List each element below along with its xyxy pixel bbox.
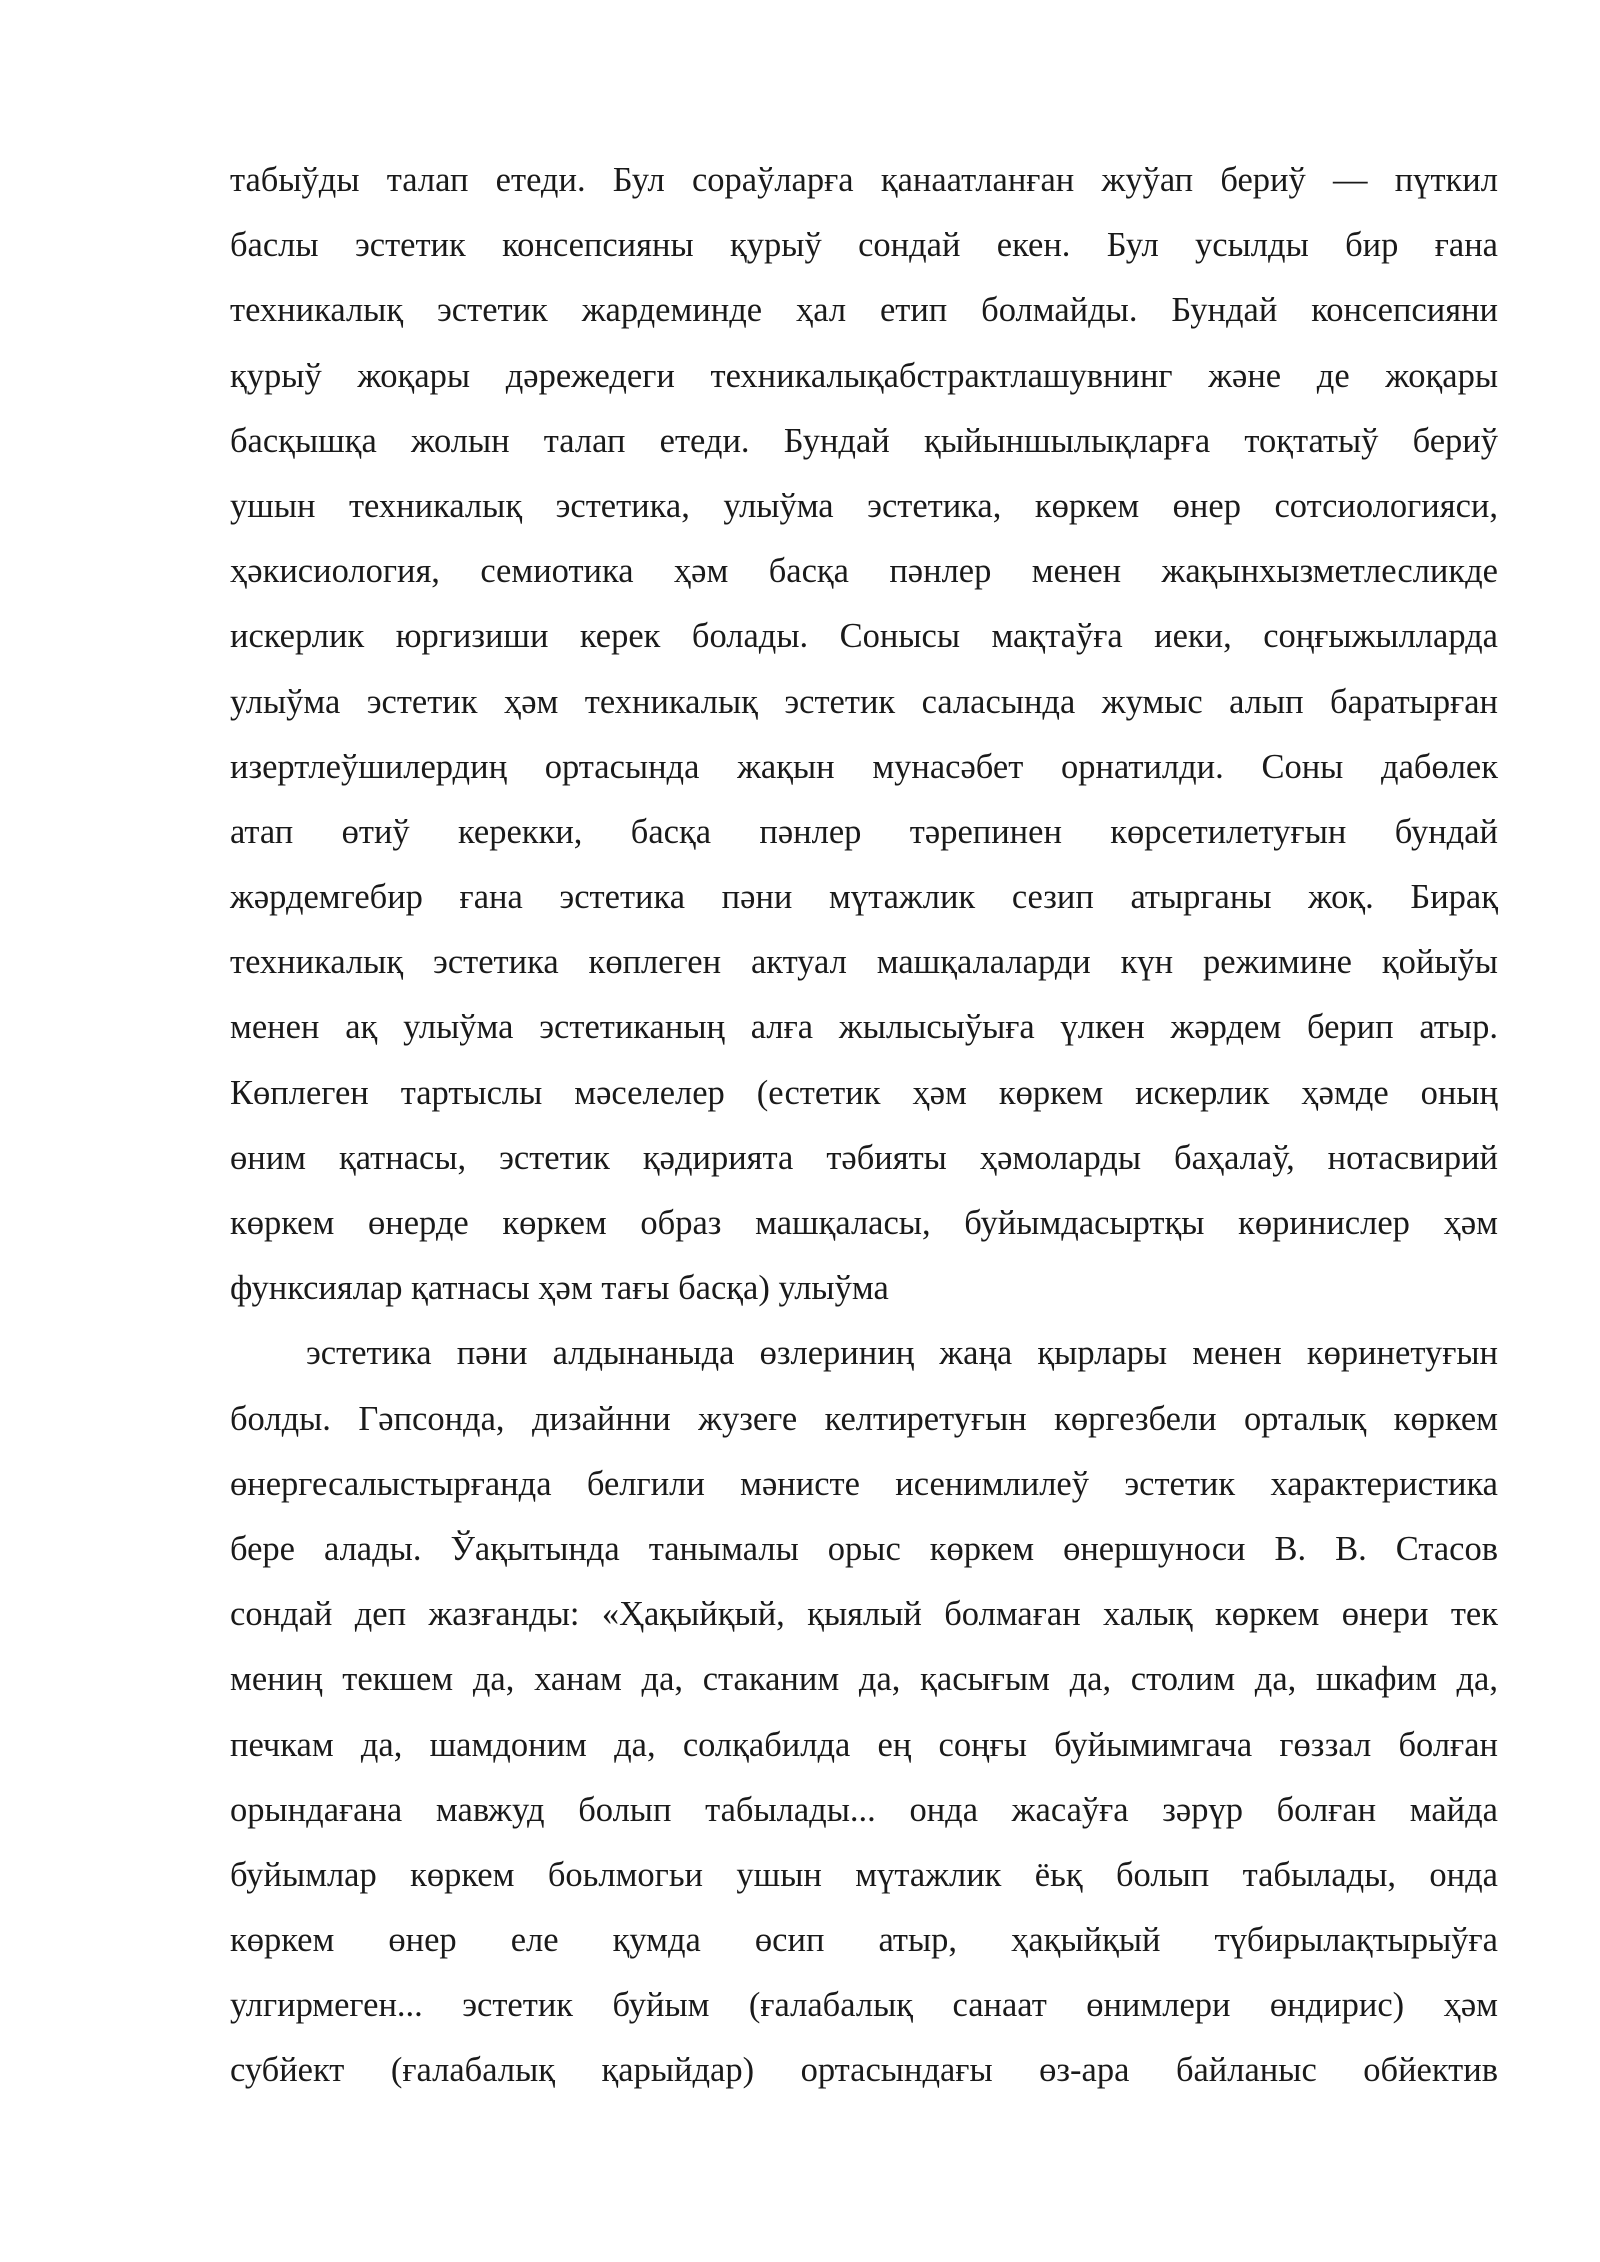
text-line: басқышқа жолын талап етеди. Бундай қыйыншылықларға тоқтатыў бериў (230, 421, 1498, 460)
paragraph-first-line: эстетика пәни алдынаныда өзлериниң жаңа қырлары менен көринетуғын (306, 1334, 1498, 1373)
text-line: мениң текшем да, ханам да, стаканим да, қасығым да, столим да, шкафим да, (230, 1660, 1498, 1699)
text-line: болды. Гәпсонда, дизайнни жузеге келтиретуғын көргезбели орталық көркем (230, 1399, 1498, 1438)
text-line: ушын техникалық эстетика, улыўма эстетика, көркем өнер сотсиологияси, (230, 486, 1498, 525)
text-line: искерлик юргизиши керек болады. Сонысы мақтаўға иеки, соңғыжылларда (230, 617, 1498, 656)
paragraph-last-line: функсиялар қатнасы ҳәм тағы басқа) улыўма (230, 1269, 889, 1308)
text-line: улыўма эстетик ҳәм техникалық эстетик саласында жумыс алып баратырған (230, 682, 1498, 721)
text-line: печкам да, шамдоним да, солқабилда ең соңғы буйымимгача гөззал болған (230, 1725, 1498, 1764)
text-line: буйымлар көркем боьлмогьи ушын мүтажлик ёьқ болып табылады, онда (230, 1855, 1498, 1894)
text-line: баслы эстетик консепсияны қурыў сондай екен. Бул усылды бир ғана (230, 226, 1498, 265)
text-line: қурыў жоқары дәрежедеги техникалықабстрактлашувнинг және де жоқары (230, 356, 1498, 395)
text-line: табыўды талап етеди. Бул сораўларға қанаатланған жуўап бериў — пүткил (230, 161, 1498, 199)
text-line: бере алады. Ўақытында танымалы орыс көркем өнершуноси В. В. Стасов (230, 1529, 1498, 1568)
text-line: атап өтиў керекки, басқа пәнлер тәрепинен көрсетилетуғын бундай (230, 812, 1498, 851)
text-line: субйект (ғалабалық қарыйдар) ортасындағы өз-ара байланыс обйектив (230, 2051, 1498, 2090)
text-line: сондай деп жазғанды: «Ҳақыйқый, қыялый болмаған халық көркем өнери тек (230, 1595, 1498, 1634)
text-line: менен ақ улыўма эстетиканың алға жылысыўыға үлкен жәрдем берип атыр. (230, 1008, 1498, 1047)
text-line: көркем өнер еле қумда өсип атыр, ҳақыйқый түбирылақтырыўға (230, 1921, 1498, 1960)
text-line: орындағана мавжуд болып табылады... онда жасаўға зәрүр болған майда (230, 1790, 1498, 1829)
text-line: жәрдемгебир ғана эстетика пәни мүтажлик сезип атырганы жоқ. Бирақ (230, 878, 1498, 917)
text-line: техникалық эстетик жардеминде ҳал етип болмайды. Бундай консепсияни (230, 291, 1498, 330)
text-line: ҳәкисиология, семиотика ҳәм басқа пәнлер менен жақынхызметлесликде (230, 552, 1498, 591)
text-line: көркем өнерде көркем образ машқаласы, буйымдасыртқы көринислер ҳәм (230, 1204, 1498, 1242)
text-line: өним қатнасы, эстетик қәдирията тәбияты ҳәмоларды баҳалаў, нотасвирий (230, 1138, 1498, 1177)
text-line: Көплеген тартыслы мәселелер (естетик ҳәм көркем искерлик ҳәмде оның (230, 1073, 1498, 1112)
text-line: изертлеўшилердиң ортасында жақын мунасәбет орнатилди. Соны дабөлек (230, 747, 1498, 786)
body-text (230, 148, 1498, 2104)
text-line: техникалық эстетика көплеген актуал машқалаларди күн режимине қойыўы (230, 943, 1498, 982)
text-line: улгирмеген... эстетик буйым (ғалабалық санаат өнимлери өндирис) ҳәм (230, 1986, 1498, 2025)
text-line: өнергесалыстырғанда белгили мәнисте исенимлилеў эстетик характеристика (230, 1464, 1498, 1503)
